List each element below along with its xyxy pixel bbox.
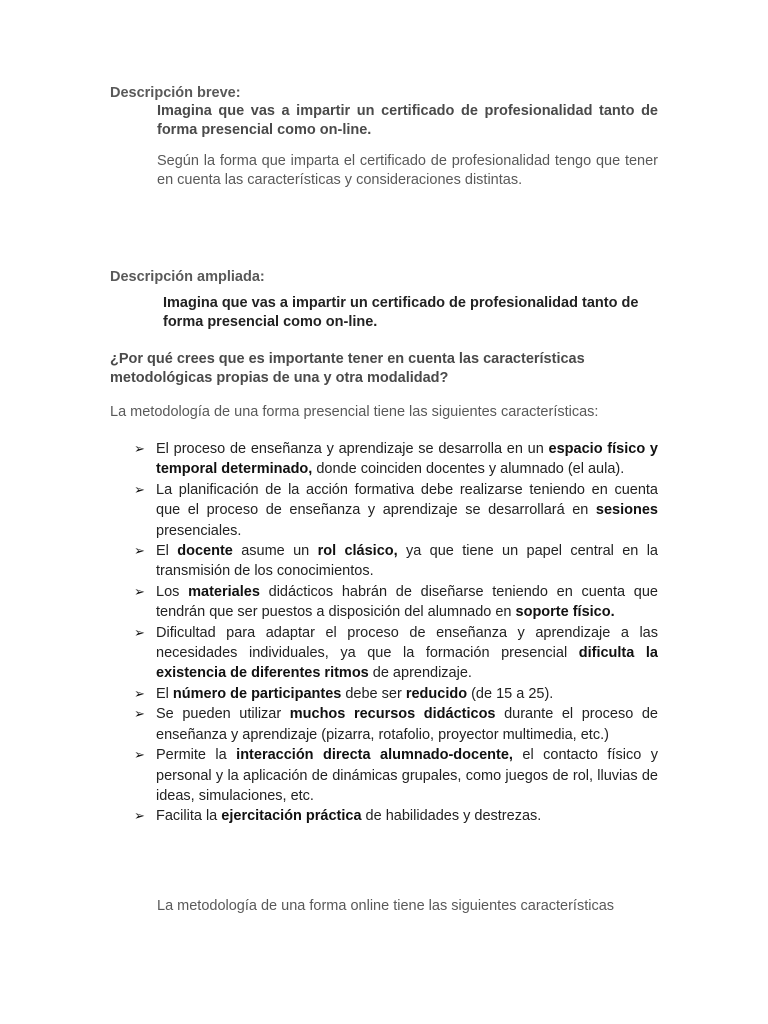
text-run: Permite la [156,747,237,764]
online-intro: La metodología de una forma online tiene las siguientes características [157,898,615,914]
text-run: Facilita la [156,808,222,825]
list-item [134,439,658,480]
arrow-bullet-icon: ➢ [134,808,145,824]
text-run: El proceso de enseñanza y aprendizaje se desarrolla en un [156,441,549,457]
list-item [134,480,658,541]
text-run: ya que tiene un papel central en la transmisión de los conocimientos. [156,543,658,580]
arrow-bullet-icon: ➢ [134,685,145,701]
bold-text: materiales [188,583,260,600]
bold-text: interacción directa alumnado-docente, [236,747,513,764]
text-run: de aprendizaje. [368,665,472,682]
text-run: El [156,543,178,560]
bold-text: reducido [405,685,468,702]
text-run: El [156,685,173,702]
bold-text: sesiones [595,502,658,519]
text-run: (de 15 a 25). [467,685,554,702]
list-item [134,745,658,806]
text-run: didácticos habrán de diseñarse teniendo en cuenta que tendrán que ser puestos a disposición del alumnado en [156,583,658,621]
arrow-bullet-icon: ➢ [134,747,145,763]
text-run: de habilidades y destrezas. [361,808,542,825]
heading-descripcion-ampliada: Descripción ampliada: [110,269,265,285]
text-run: La planificación de la acción formativa debe realizarse teniendo en cuenta que el proceso de enseñanza y aprendizaje se desarrollará en [156,481,658,519]
list-item [134,582,658,623]
presencial-intro: La metodología de una forma presencial tiene las siguientes características: [110,404,599,420]
text-run: Los [156,583,189,600]
bold-text: docente [177,543,233,560]
arrow-bullet-icon: ➢ [134,481,145,497]
bold-text: dificulta la existencia de diferentes ritmos [156,645,658,682]
text-run: durante el proceso de enseñanza y aprendizaje (pizarra, rotafolio, proyector multimedia, etc.) [156,706,659,743]
breve-paragraph: Según la forma que imparta el certificado de profesionalidad tengo que tener en cuenta las características y consideraciones distintas. [157,153,658,188]
list-item [134,623,658,684]
text-run: debe ser [341,685,406,702]
bold-text: soporte físico. [515,604,615,621]
text-run: presenciales. [156,522,242,539]
text-run: Se pueden utilizar [156,706,290,723]
bold-text: espacio físico y temporal determinado, [156,441,658,478]
bold-text: ejercitación práctica [221,808,362,825]
list-item [134,806,658,826]
arrow-bullet-icon: ➢ [134,441,145,456]
list-item [134,704,658,745]
text-run: el contacto físico y personal y la aplicación de dinámicas grupales, como juegos de rol, lluvias de ideas, simulaciones, etc. [156,747,658,804]
ampliada-question: ¿Por qué crees que es importante tener en cuenta las características metodológicas propias de una y otra modalidad? [110,351,585,386]
list-item [134,684,658,704]
heading-descripcion-breve: Descripción breve: [110,85,241,101]
arrow-bullet-icon: ➢ [134,706,145,722]
characteristics-list [134,439,658,827]
arrow-bullet-icon: ➢ [134,543,145,559]
bold-text: muchos recursos didácticos [289,706,496,723]
ampliada-subtitle: Imagina que vas a impartir un certificado de profesionalidad tanto de forma presencial como on-line. [163,295,639,330]
breve-subtitle: Imagina que vas a impartir un certificado de profesionalidad tanto de forma presencial como on-line. [157,103,658,138]
bold-text: número de participantes [172,685,342,702]
text-run: donde coinciden docentes y alumnado (el aula). [312,461,625,478]
list-item [134,541,658,582]
bold-text: rol clásico, [317,543,398,560]
text-run: Dificultad para adaptar el proceso de enseñanza y aprendizaje a las necesidades individuales, ya que la formación presencial [156,624,658,662]
arrow-bullet-icon: ➢ [134,583,145,599]
arrow-bullet-icon: ➢ [134,624,145,640]
text-run: asume un [232,543,318,560]
